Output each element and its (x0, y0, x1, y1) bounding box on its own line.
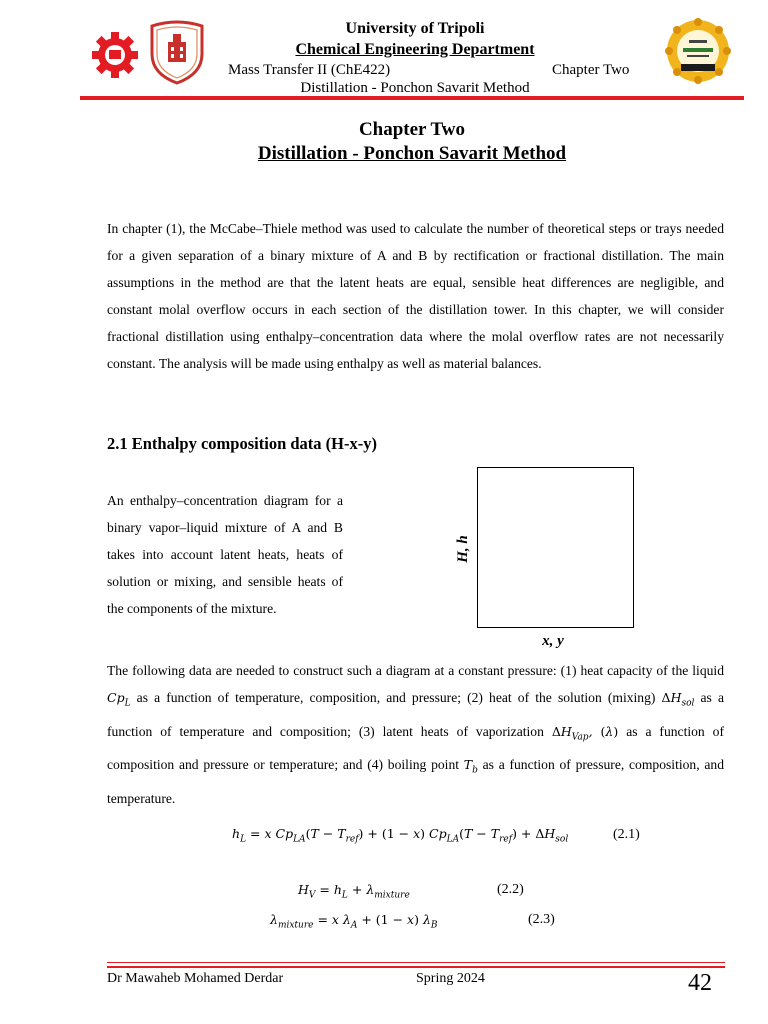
equation-2-3: $\lambda_{mixture} = x$ $\lambda_A + (1 - x)$ $\lambda_B$ (270, 912, 438, 931)
footer-term: Spring 2024 (416, 971, 485, 986)
diagram-y-label: H, h (455, 535, 471, 563)
equation-number-2-2: (2.2) (497, 882, 524, 897)
chapter-title: Chapter Two (358, 119, 466, 140)
course-name: Mass Transfer II (ChE422) (228, 62, 391, 78)
intro-paragraph: In chapter (1), the McCabe–Thiele method was used to calculate the number of theoretical steps or trays needed for a given separation of a binary mixture of A and B by rectification or fractional distillation. The main assumptions in the method are that the latent heats are equal, sensible heat differences are negligible, and constant molal overflow occurs in each section of the distillation tower. In this chapter, we will consider fractional distillation using enthalpy–concentration data where the molal overflow rates are not necessarily constant. The analysis will be made using enthalpy as well as material balances. (107, 221, 724, 371)
math-lambda: (λ) (600, 723, 619, 739)
footer-rule-top (107, 962, 725, 963)
math-tb: $T_b$ (463, 757, 478, 776)
university-name: University of Tripoli (345, 20, 485, 37)
enthalpy-diagram-box (477, 467, 634, 628)
footer-author: Dr Mawaheb Mohamed Derdar (107, 971, 284, 986)
chapter-subtitle: Distillation - Ponchon Savarit Method (257, 143, 567, 164)
header-rule (80, 96, 744, 100)
math-dhvap: $\Delta H_{Vap}$, (551, 723, 593, 742)
diagram-paragraph: An enthalpy–concentration diagram for a binary vapor–liquid mixture of A and B takes into account latent heats, heats of solution or mixing, and sensible heats of the components of the mixture. (107, 493, 343, 616)
gear-logo-icon (90, 30, 140, 80)
header-chapter: Chapter Two (552, 62, 630, 78)
footer-rule-bottom (107, 966, 725, 968)
page-number: 42 (688, 970, 712, 996)
math-cpl: $Cp_L$ (107, 690, 131, 709)
data-paragraph: The following data are needed to construct such a diagram at a constant pressure: (1) heat capacity of the liquid $Cp_L$ as a function of temperature, composition, and pressure; (2) heat of the solution (mixing) $\Delta H_{sol}$ as a function of temperature and composition; (3) latent heats of vaporization $\Delta H_{Vap}$, (λ) as a function of composition and pressure or temperature; and (4) boiling point $T_b$ as a function of pressure, composition, and temperature. (107, 663, 724, 806)
department-name: Chemical Engineering Department (295, 41, 535, 58)
seal-logo-icon (665, 18, 731, 84)
equation-2-2: $H_V = h_L + \lambda_{mixture}$ (298, 882, 410, 901)
diagram-x-label: x, y (542, 633, 564, 649)
equation-number-2-3: (2.3) (528, 912, 555, 927)
university-shield-icon (146, 20, 208, 86)
equation-number-2-1: (2.1) (613, 827, 640, 842)
section-heading: 2.1 Enthalpy composition data (H-x-y) (107, 434, 377, 453)
math-dhsol: $\Delta H_{sol}$ (661, 690, 695, 709)
header-topic: Distillation - Ponchon Savarit Method (300, 80, 530, 96)
equation-2-1: $h_L = x$ $Cp_{LA}(T - T_{ref}) + (1 - x) Cp_{LA}(T - T_{ref}) + \Delta H_{sol}$ (232, 826, 569, 845)
